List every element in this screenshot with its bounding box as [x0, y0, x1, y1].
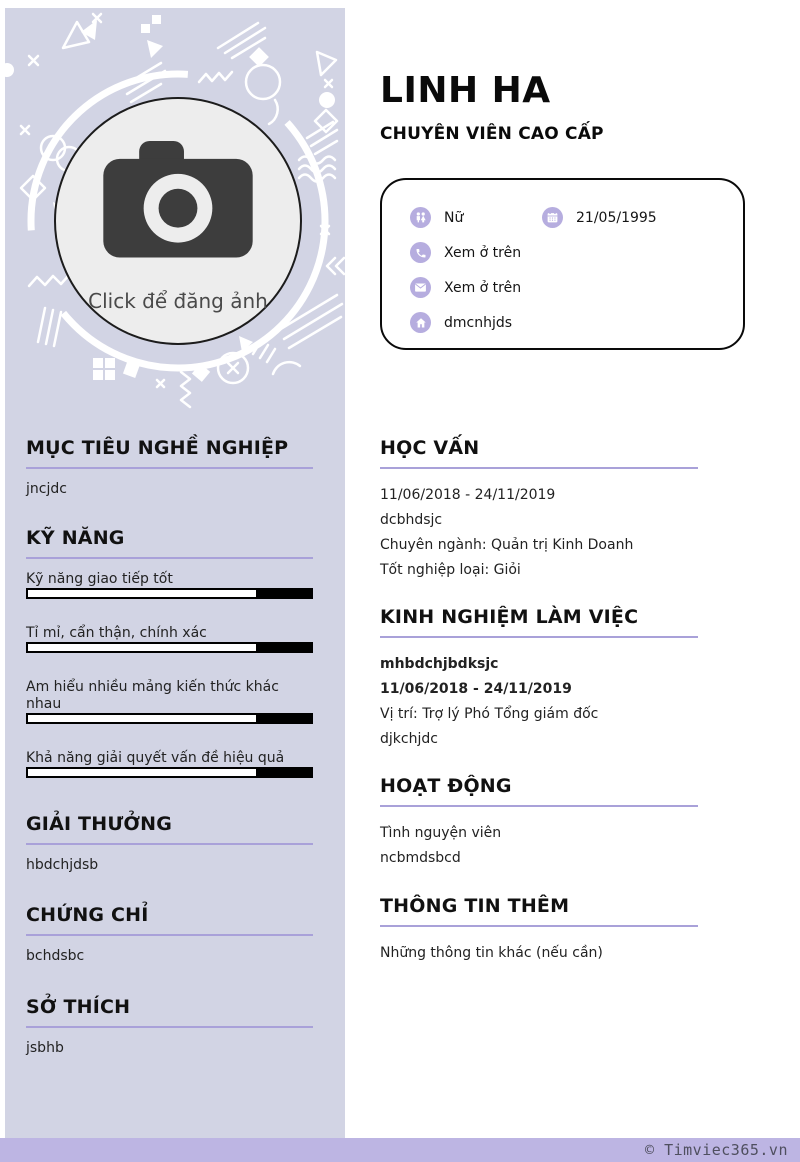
- experience-company: mhbdchjbdksjc: [380, 656, 499, 672]
- section-hobbies: [26, 996, 313, 1057]
- email-value: Xem ở trên: [444, 279, 522, 296]
- home-icon: [410, 312, 431, 333]
- heading-rule: [380, 805, 698, 807]
- section-heading: CHỨNG CHỈ: [26, 904, 149, 926]
- objective-text: jncjdc: [26, 481, 67, 497]
- heading-rule: [26, 934, 313, 936]
- footer-credit: © Timviec365.vn: [645, 1141, 788, 1159]
- section-education: [380, 437, 698, 583]
- skill-label: Khả năng giải quyết vấn đề hiệu quả: [26, 750, 285, 766]
- activity-description: ncbmdsbcd: [380, 850, 461, 866]
- skill-progress-bar: [26, 642, 313, 653]
- hobbies-text: jsbhb: [26, 1040, 64, 1056]
- section-heading: HOẠT ĐỘNG: [380, 775, 512, 797]
- experience-period: 11/06/2018 - 24/11/2019: [380, 681, 572, 697]
- info-row: [410, 305, 725, 340]
- skill-item: [26, 625, 313, 653]
- heading-rule: [26, 1026, 313, 1028]
- section-heading: GIẢI THƯỞNG: [26, 813, 173, 835]
- info-email: [410, 277, 521, 298]
- skill-bar-tail: [256, 713, 313, 724]
- section-heading: SỞ THÍCH: [26, 996, 131, 1018]
- photo-upload-label: Click để đăng ảnh: [88, 289, 268, 313]
- phone-icon: [410, 242, 431, 263]
- gender-value: Nữ: [444, 209, 464, 226]
- skill-item: [26, 750, 313, 778]
- personal-info-box: [380, 178, 745, 350]
- education-school: dcbhdsjc: [380, 512, 443, 528]
- info-row: [410, 200, 725, 235]
- certificates-text: bchdsbc: [26, 948, 85, 964]
- experience-description: djkchjdc: [380, 731, 438, 747]
- section-heading: HỌC VẤN: [380, 437, 480, 459]
- heading-rule: [380, 636, 698, 638]
- education-major: Chuyên ngành: Quản trị Kinh Doanh: [380, 537, 634, 553]
- section-skills: [26, 527, 313, 778]
- skill-bar-tail: [256, 767, 313, 778]
- section-objective: [26, 437, 313, 498]
- skill-bar-tail: [256, 588, 313, 599]
- email-icon: [410, 277, 431, 298]
- info-phone: [410, 242, 521, 263]
- additional-info-text: Những thông tin khác (nếu cần): [380, 945, 603, 961]
- candidate-title: CHUYÊN VIÊN CAO CẤP: [380, 124, 604, 144]
- skill-item: [26, 679, 313, 724]
- section-heading: KINH NGHIỆM LÀM VIỆC: [380, 606, 639, 628]
- birthday-value: 21/05/1995: [576, 209, 657, 226]
- section-heading: THÔNG TIN THÊM: [380, 895, 570, 917]
- footer-bar: [0, 1138, 800, 1162]
- heading-rule: [26, 467, 313, 469]
- phone-value: Xem ở trên: [444, 244, 522, 261]
- awards-text: hbdchjdsb: [26, 857, 99, 873]
- skill-progress-bar: [26, 713, 313, 724]
- skill-bar-tail: [256, 642, 313, 653]
- section-awards: [26, 813, 313, 874]
- skill-progress-bar: [26, 767, 313, 778]
- skill-label: Tỉ mỉ, cẩn thận, chính xác: [26, 625, 207, 641]
- website-value: dmcnhjds: [444, 314, 513, 331]
- education-grade: Tốt nghiệp loại: Giỏi: [380, 562, 521, 578]
- people-icon: [410, 207, 431, 228]
- sidebar-panel: [5, 8, 345, 1138]
- section-certificates: [26, 904, 313, 965]
- heading-rule: [380, 467, 698, 469]
- info-gender: [410, 207, 542, 228]
- main-column: [380, 0, 698, 966]
- info-row: [410, 235, 725, 270]
- heading-rule: [26, 843, 313, 845]
- section-heading: MỤC TIÊU NGHỀ NGHIỆP: [26, 437, 289, 459]
- section-experience: [380, 606, 698, 752]
- info-row: [410, 270, 725, 305]
- activity-title: Tình nguyện viên: [380, 825, 502, 841]
- skill-label: Am hiểu nhiều mảng kiến thức khác nhau: [26, 679, 279, 712]
- heading-rule: [26, 557, 313, 559]
- calendar-icon: [542, 207, 563, 228]
- skill-item: [26, 571, 313, 599]
- skill-progress-bar: [26, 588, 313, 599]
- photo-upload-area[interactable]: [54, 97, 302, 345]
- candidate-name: LINH HA: [380, 70, 551, 111]
- info-birthday: [542, 207, 657, 228]
- experience-position: Vị trí: Trợ lý Phó Tổng giám đốc: [380, 706, 599, 722]
- camera-icon: [103, 141, 253, 259]
- heading-rule: [380, 925, 698, 927]
- info-website: [410, 312, 512, 333]
- skill-label: Kỹ năng giao tiếp tốt: [26, 571, 173, 587]
- education-period: 11/06/2018 - 24/11/2019: [380, 487, 556, 503]
- section-heading: KỸ NĂNG: [26, 527, 125, 549]
- section-activities: [380, 775, 698, 871]
- section-additional-info: [380, 895, 698, 966]
